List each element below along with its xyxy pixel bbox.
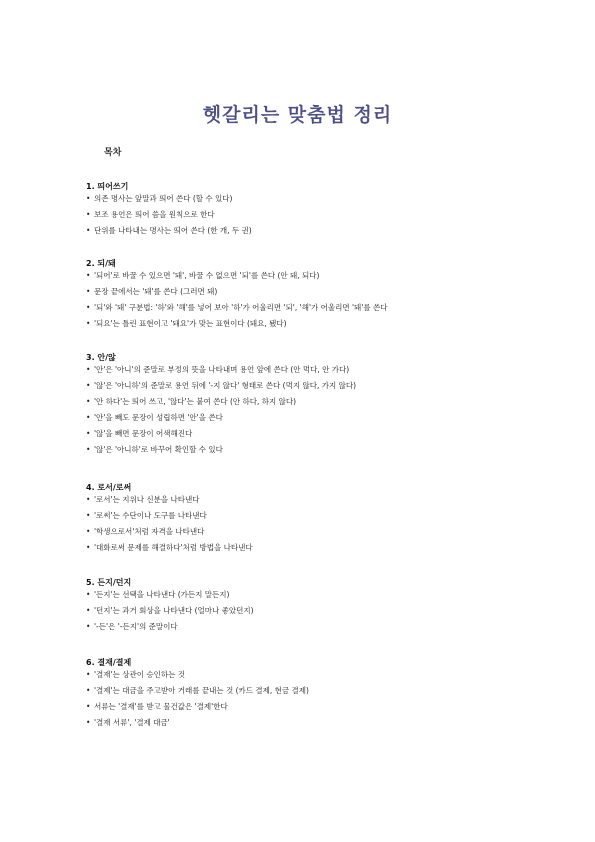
list-item: • '로써'는 수단이나 도구를 나타낸다 xyxy=(86,511,253,527)
section-title: 5. 든지/던지 xyxy=(86,578,132,587)
list-item: • '않'은 '아니하'로 바꾸어 확인할 수 있다 xyxy=(86,445,356,461)
list-item: • 문장 끝에서는 '돼'를 쓴다 (그러면 돼) xyxy=(86,287,388,303)
section-deunji-deonji xyxy=(86,578,254,638)
toc-heading: 목차 xyxy=(104,148,122,158)
section-an-anh xyxy=(86,353,356,461)
list-item: • 보조 용언은 띄어 씀을 원칙으로 한다 xyxy=(86,210,252,226)
list-item: • '로서'는 지위나 신분을 나타낸다 xyxy=(86,495,253,511)
list-item: • '든지'는 선택을 나타낸다 (가든지 말든지) xyxy=(86,590,254,606)
list-item: • '결재'는 상관이 승인하는 것 xyxy=(86,670,309,686)
section-title: 1. 띄어쓰기 xyxy=(86,182,129,191)
section-doe-dwae xyxy=(86,259,388,335)
section-title: 2. 되/돼 xyxy=(86,259,116,268)
list-item: • '던지'는 과거 회상을 나타낸다 (얼마나 좋았던지) xyxy=(86,606,254,622)
list-item: • '되요'는 틀린 표현이고 '돼요'가 맞는 표현이다 (돼요, 됐다) xyxy=(86,319,388,335)
list-item: • '대화로써 문제를 해결하다'처럼 방법을 나타낸다 xyxy=(86,543,253,559)
section-gyeoljae-gyeolje xyxy=(86,658,309,734)
list-item: • '학생으로서'처럼 자격을 나타낸다 xyxy=(86,527,253,543)
list-item: • '되'와 '돼' 구분법: '하'와 '해'를 넣어 보아 '하'가 어울리면 '되', '해'가 어울리면 '돼'를 쓴다 xyxy=(86,303,388,319)
section-spacing xyxy=(86,182,252,242)
list-item: • '-든'은 '-든지'의 준말이다 xyxy=(86,622,254,638)
list-item: • '되어'로 바꿀 수 있으면 '돼', 바꿀 수 없으면 '되'를 쓴다 (안 돼, 되다) xyxy=(86,271,388,287)
section-title: 4. 로서/로써 xyxy=(86,483,132,492)
list-item: • 의존 명사는 앞말과 띄어 쓴다 (할 수 있다) xyxy=(86,194,252,210)
list-item: • '않'은 '아니하'의 준말로 용언 뒤에 '-지 않다' 형태로 쓴다 (먹지 않다, 가지 않다) xyxy=(86,381,356,397)
list-item: • '않'을 빼면 문장이 어색해진다 xyxy=(86,429,356,445)
list-item: • '안'을 빼도 문장이 성립하면 '안'을 쓴다 xyxy=(86,413,356,429)
section-title: 3. 안/않 xyxy=(86,353,116,362)
list-item: • '결제'는 대금을 주고받아 거래를 끝내는 것 (카드 결제, 현금 결제) xyxy=(86,686,309,702)
section-title: 6. 결재/결제 xyxy=(86,658,132,667)
page-title: 헷갈리는 맞춤법 정리 xyxy=(202,104,393,126)
list-item: • '안'은 '아니'의 준말로 부정의 뜻을 나타내며 용언 앞에 쓴다 (안 먹다, 안 가다) xyxy=(86,365,356,381)
section-roseo-rosseo xyxy=(86,483,253,559)
list-item: • 서류는 '결재'를 받고 물건값은 '결제'한다 xyxy=(86,702,309,718)
list-item: • '결재 서류', '결제 대금' xyxy=(86,718,309,734)
list-item: • '안 하다'는 띄어 쓰고, '않다'는 붙여 쓴다 (안 하다, 하지 않다) xyxy=(86,397,356,413)
list-item: • 단위를 나타내는 명사는 띄어 쓴다 (한 개, 두 권) xyxy=(86,226,252,242)
